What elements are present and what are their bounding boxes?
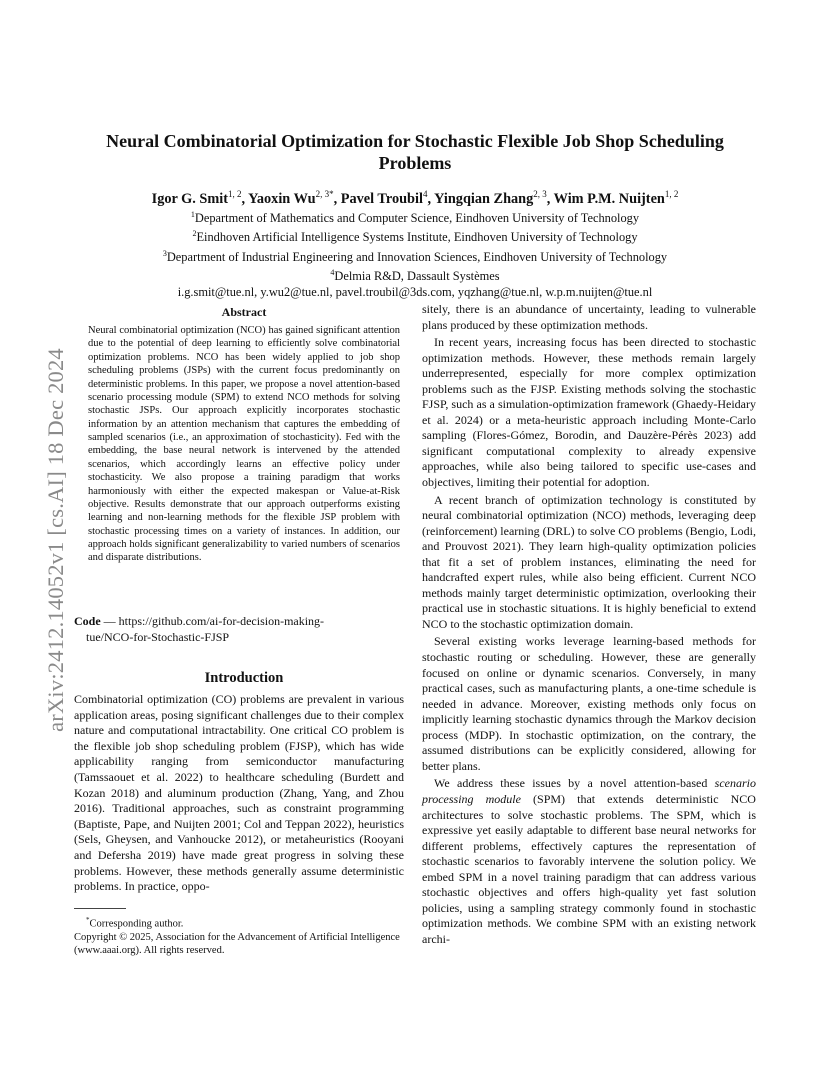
affiliation-text: Department of Mathematics and Computer Science, Eindhoven University of Technology [194,211,640,226]
arxiv-identifier-stamp: arXiv:2412.14052v1 [cs.AI] 18 Dec 2024 [43,348,68,732]
affiliation-line [70,246,760,265]
code-label: Code [74,614,101,628]
author-name: Yaoxin Wu [248,190,316,207]
paragraph-text: We address these issues by a novel attention-based [434,776,715,791]
affiliation-number: 4 [330,268,335,278]
body-paragraph [422,776,756,947]
affiliation-text: Eindhoven Artificial Intelligence Systems Institute, Eindhoven University of Technology [196,230,638,245]
author-list: Igor G. Smit$^{1, 2}$, Yaoxin $Wu^{2, 3*}$, Pavel Troubil$^4$, Yingqian Zhang$^{2, 3}$, Wim P.M. Nuijten$^{1, 2}$ [151,189,679,207]
footnote-marker: * [86,916,90,924]
body-paragraph: In recent years, increasing focus has been directed to stochastic optimization methods. However, these methods remain largely underrepresented, especially for more complex optimization problems such as the FJSP. Existing methods solving the stochastic FJSP, such as a simulation-optimization framework (Ghaedy-Heidary et al. 2024) or a meta-heuristic approach including Monte-Carlo sampling (Flores-Gómez, Borodin, and Dauzère-Pérès 2023) add significant computational complexity to already expensive approaches, while also being tailored to specific use-cases and objectives, limiting their potential for adoption. [422,335,756,490]
introduction-heading: Introduction [204,670,284,686]
author-affiliation-marker: 2, 3* [315,189,334,199]
author-affiliation-marker: 4 [422,189,428,199]
affiliation-line [70,265,760,284]
affiliation-block [70,207,760,300]
emphasized-term: scenario processing module [422,776,756,806]
author-affiliation-marker: 2, 3 [533,189,547,199]
affiliation-number: 3 [162,248,167,258]
author-name: Igor G. Smit [151,190,229,207]
corresponding-author-note [74,914,404,931]
abstract-heading: Abstract [221,305,267,319]
affiliation-line [70,226,760,245]
author-affiliation-marker: 1, 2 [664,189,679,199]
introduction-paragraph: Combinatorial optimization (CO) problems are prevalent in various application areas, posing significant challenges due to their complex nature and computational intractability. One critical CO problem is the flexible job shop scheduling problem (FJSP), which has wide applicability ranging from semiconductor manufacturing (Tamssaouet et al. 2022) to healthcare scheduling (Burdett and Kozan 2018) and aluminum production (Zhang, Yang, and Zhou 2016). Traditional approaches, such as constraint programming (Baptiste, Pape, and Nuijten 2001; Col and Teppan 2022), heuristics (Sels, Gheysen, and Vanhoucke 2012), or metaheuristics (Rooyani and Defersha 2019) have made great progress in solving these problems. However, these methods generally assume deterministic problems. In practice, oppo- [74,692,404,894]
affiliation-line [70,207,760,226]
author-emails[interactable]: i.g.smit@tue.nl, y.wu2@tue.nl, pavel.troubil@3ds.com, yqzhang@tue.nl, w.p.m.nuijten@tue.nl [177,284,653,299]
affiliation-text: Department of Industrial Engineering and Innovation Sciences, Eindhoven University of Technology [166,249,668,264]
paragraph-text: (SPM) that extends deterministic NCO architectures to solve stochastic problems. The SPM, which is expressive yet easily adaptable to different base neural networks for different problems, effectively captures the representation of stochastic scenarios to favorably intervene the solution policy. We embed SPM in a novel training paradigm that can address various stochastic objectives and offers high-quality yet fast solution policies, using a sampling strategy commonly found in stochastic optimization methods. We combine SPM with an existing network archi- [422,791,756,946]
body-paragraph: sitely, there is an abundance of uncertainty, leading to vulnerable plans produced by these optimization methods. [422,302,756,332]
footnote-text: Corresponding author. [89,918,184,930]
author-name: Pavel Troubil [340,190,423,207]
code-url-line1[interactable]: https://github.com/ai-for-decision-making- [118,614,325,628]
affiliation-number: 2 [192,229,197,239]
right-column [422,302,756,949]
code-availability [74,614,374,645]
abstract-text: Neural combinatorial optimization (NCO) has gained significant attention due to the potential of deep learning to efficiently solve combinatorial optimization problems. NCO has been widely applied to job shop scheduling problems (JSPs) with the current focus predominantly on deterministic problems. In this paper, we propose a novel attention-based scenario processing module (SPM) to extend NCO methods for solving stochastic JSPs. Our approach explicitly incorporates stochastic information by an attention mechanism that captures the embedding of sampled scenarios (i.e., an approximation of stochasticity). Fed with the embedding, the base neural network is intervened by the attended scenarios, which accordingly learns an effective policy under stochasticity. We also propose a training paradigm that works harmoniously with either the expected makespan or Value-at-Risk objective. Results demonstrate that our approach outperforms existing learning and non-learning methods for the flexible JSP problem with stochastic processing times on a variety of instances. In addition, our approach holds significant generalizability to varied numbers of scenarios and disparate distributions. [88,325,400,564]
author-name: Wim P.M. Nuijten [553,190,665,207]
body-paragraph: A recent branch of optimization technology is constituted by neural combinatorial optimization (NCO) methods, leveraging deep (reinforcement) learning (DRL) to solve CO problems (Bengio, Lodi, and Prouvost 2021). They learn high-quality optimization policies that fit a set of problem instances, eliminating the need for handcrafted expert rules, while also being efficient. Current NCO methods mainly target deterministic optimization, overlooking their practical use in stochastic situations. It is highly beneficial to extend NCO to the stochastic optimization domain. [422,492,756,631]
affiliation-text: Delmia R&D, Dassault Systèmes [334,269,500,284]
author-affiliation-marker: 1, 2 [228,189,242,199]
paper-title: Neural Combinatorial Optimization for Stochastic Flexible Job Shop Scheduling Problems [106,131,724,173]
affiliation-number: 1 [190,210,195,219]
code-url-line2[interactable]: tue/NCO-for-Stochastic-FJSP [86,629,230,644]
code-dash: — [100,614,119,628]
footnote-divider [74,908,126,909]
copyright-notice: Copyright © 2025, Association for the Advancement of Artificial Intelligence (www.aaai.org). All rights reserved. [74,931,400,957]
body-paragraph: Several existing works leverage learning-based methods for stochastic routing or scheduling. However, these are generally focused on online or dynamic scenarios. Conversely, in many practical cases, such as manufacturing plants, a one-time schedule is needed in advance. Moreover, existing methods only focus on implicitly learning stochastic dynamics through the Markov decision process (MDP). In stochastic optimization, on the contrary, the assumed distributions can be explicitly considered, allowing for better plans. [422,634,756,773]
footnote-block [74,914,404,958]
author-name: Yingqian Zhang [434,190,534,207]
